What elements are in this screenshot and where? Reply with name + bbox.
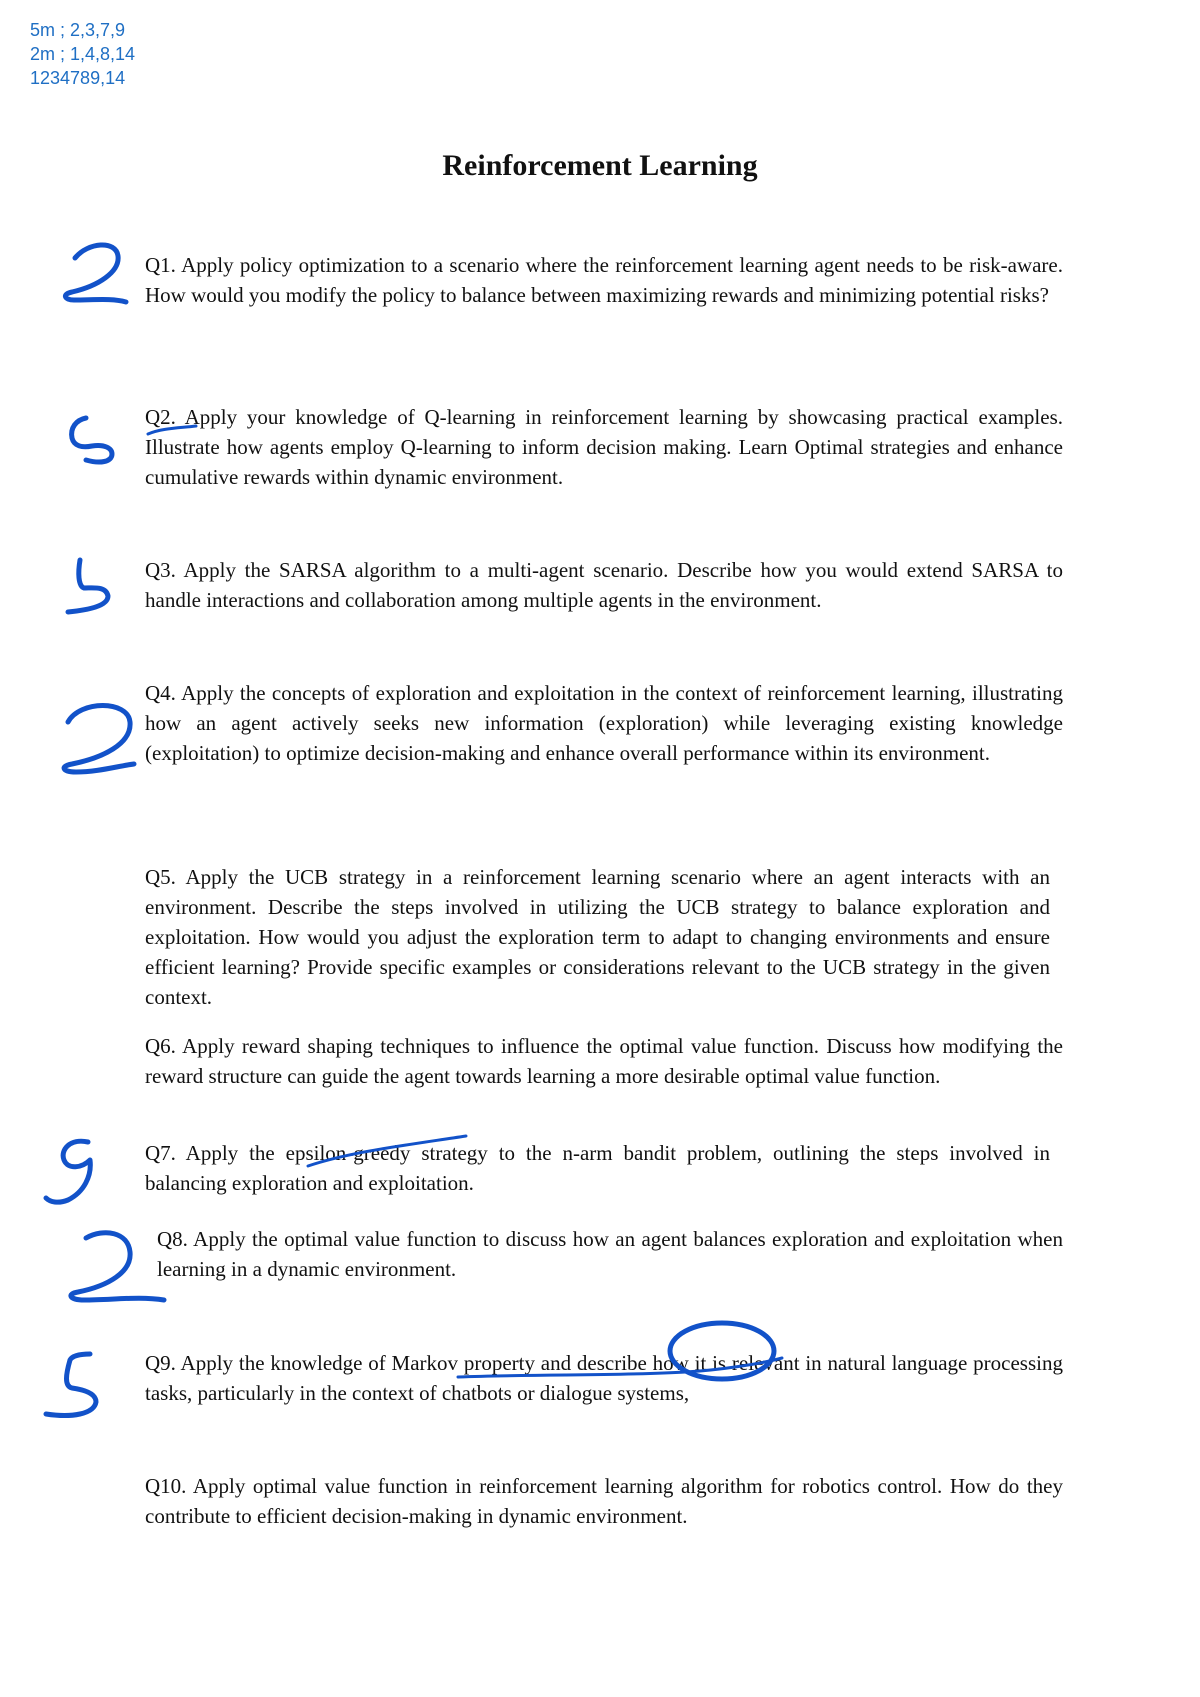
question-9: Q9. Apply the knowledge of Markov property and describe how it is relevant in natural language processing tasks, particularly in the context of chatbots or dialogue systems, — [145, 1351, 1063, 1405]
question-6: Q6. Apply reward shaping techniques to influence the optimal value function. Discuss how modifying the reward structure can guide the agent towards learning a more desirable optimal value function. — [145, 1034, 1063, 1088]
handwritten-mark-q1 — [65, 245, 126, 302]
question-2: Q2. Apply your knowledge of Q-learning in reinforcement learning by showcasing practical examples. Illustrate how agents employ Q-learning to inform decision making. Learn Optimal strategies and enhance cumulative rewards within dynamic environment. — [145, 405, 1063, 489]
margin-note: 5m ; 2,3,7,9 — [30, 20, 126, 40]
question-7: Q7. Apply the epsilon-greedy strategy to the n-arm bandit problem, outlining the steps involved in balancing exploration and exploitation. — [145, 1141, 1050, 1195]
handwritten-margin-notes — [30, 18, 135, 90]
handwritten-mark-q9 — [46, 1354, 96, 1416]
page-title: Reinforcement Learning — [442, 149, 758, 182]
handwritten-mark-q2 — [72, 418, 112, 462]
question-10: Q10. Apply optimal value function in reinforcement learning algorithm for robotics control. How do they contribute to efficient decision-making in dynamic environment. — [145, 1474, 1063, 1528]
question-3: Q3. Apply the SARSA algorithm to a multi-agent scenario. Describe how you would extend SARSA to handle interactions and collaboration among multiple agents in the environment. — [145, 558, 1063, 612]
margin-note: 2m ; 1,4,8,14 — [30, 44, 136, 64]
handwritten-mark-q3 — [68, 560, 108, 612]
margin-note: 1234789,14 — [30, 68, 126, 88]
question-4: Q4. Apply the concepts of exploration and exploitation in the context of reinforcement learning, illustrating how an agent actively seeks new information (exploration) while leveraging existing knowledge (exploitation) to optimize decision-making and enhance overall performance within its environment. — [145, 681, 1063, 765]
question-8: Q8. Apply the optimal value function to discuss how an agent balances exploration and exploitation when learning in a dynamic environment. — [157, 1227, 1063, 1281]
question-1: Q1. Apply policy optimization to a scenario where the reinforcement learning agent needs to be risk-aware. How would you modify the policy to balance between maximizing rewards and minimizing potential risks? — [145, 253, 1063, 307]
handwritten-mark-q7 — [46, 1141, 90, 1202]
question-5: Q5. Apply the UCB strategy in a reinforcement learning scenario where an agent interacts with an environment. Describe the steps involved in utilizing the UCB strategy to balance exploration and exploitation. How would you adjust the exploration term to adapt to changing environments and ensure efficient learning? Provide specific examples or considerations relevant to the UCB strategy in the given context. — [145, 865, 1050, 1009]
handwritten-mark-q4 — [64, 706, 134, 773]
